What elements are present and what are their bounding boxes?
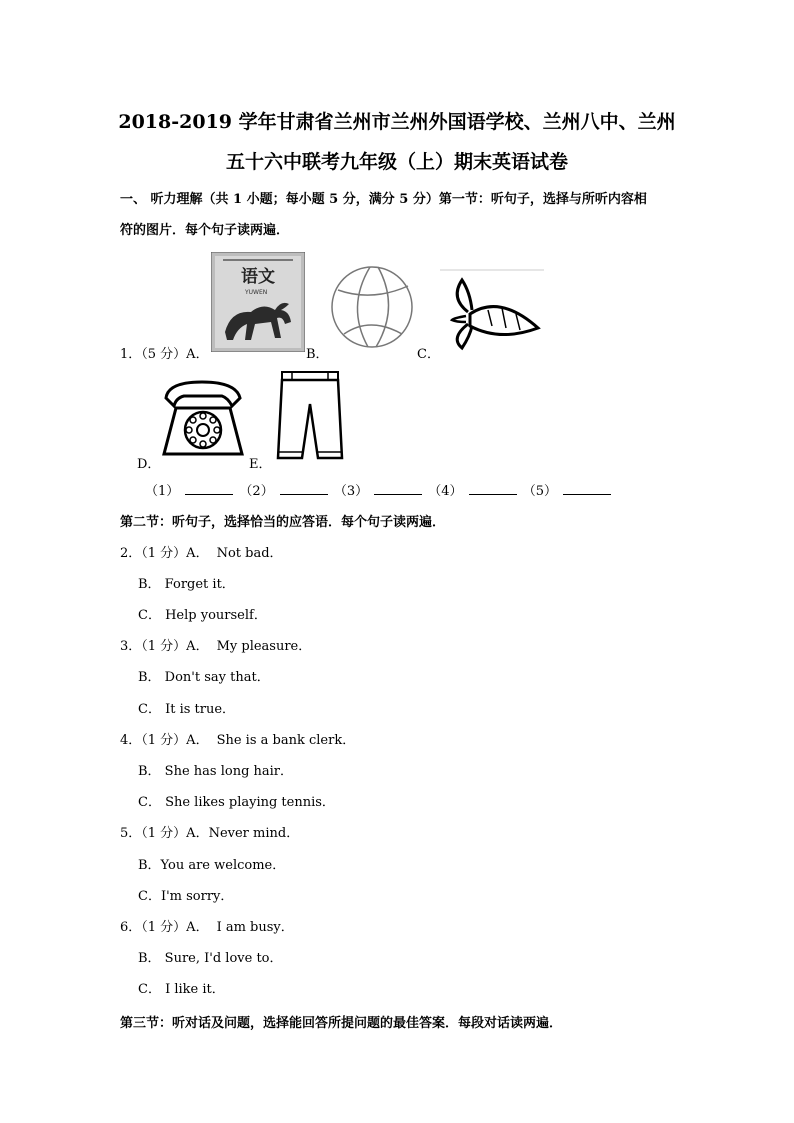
q6-option-c: C． I like it． xyxy=(138,982,225,997)
q2-option-a: Not bad． xyxy=(216,546,283,561)
q3-option-b: B． Don't say that． xyxy=(138,670,270,685)
q1-option-c-label: C． xyxy=(417,347,440,362)
q5-option-c: C．I'm sorry． xyxy=(138,889,234,904)
book-sub-text: YUWEN xyxy=(245,289,268,296)
q4-option-a: She is a bank clerk． xyxy=(216,733,356,748)
answer-blank-3[interactable] xyxy=(374,482,422,495)
blank-label-5: （5） xyxy=(522,484,557,499)
q3-option-a: My pleasure． xyxy=(216,639,312,654)
q1-option-b-label: B． xyxy=(306,347,329,362)
trousers-image xyxy=(272,370,347,465)
basketball-image xyxy=(330,262,415,352)
q1-option-e-label: E． xyxy=(249,457,272,472)
book-title-text: 语文 xyxy=(241,267,275,287)
q4-prefix: 4．（1 分）A． xyxy=(120,733,209,748)
section2-heading: 第二节：听句子，选择恰当的应答语．每个句子读两遍． xyxy=(120,515,446,530)
blank-label-2: （2） xyxy=(239,484,274,499)
answer-blank-1[interactable] xyxy=(185,482,233,495)
q6-prefix: 6．（1 分）A． xyxy=(120,920,209,935)
q4-option-b: B． She has long hair． xyxy=(138,764,294,779)
answer-blank-2[interactable] xyxy=(280,482,328,495)
section1-heading-line-1: 一、 听力理解（共 1 小题；每小题 5 分，满分 5 分）第一节：听句子，选择与所听内容相 xyxy=(120,192,647,207)
q2-option-c: C． Help yourself． xyxy=(138,608,267,623)
blank-label-3: （3） xyxy=(333,484,369,499)
q2-prefix: 2．（1 分）A． xyxy=(120,546,209,561)
q4-line-a xyxy=(120,729,355,748)
q6-option-b: B． Sure, I'd love to． xyxy=(138,951,283,966)
q3-option-c: C． It is true． xyxy=(138,702,236,717)
blank-label-1: （1） xyxy=(145,484,180,499)
carrot-image xyxy=(440,268,544,352)
section1-heading-line-2: 符的图片．每个句子读两遍． xyxy=(120,223,290,238)
q6-option-a: I am busy． xyxy=(216,920,294,935)
q1-option-d-label: D． xyxy=(137,457,161,472)
q6-line-a xyxy=(120,916,294,935)
blank-label-4: （4） xyxy=(428,484,463,499)
q1-prefix: 1．（5 分）A． xyxy=(120,347,209,362)
q2-line-a xyxy=(120,542,283,561)
q5-option-a: Never mind． xyxy=(208,826,300,841)
q4-option-c: C． She likes playing tennis． xyxy=(138,795,335,810)
section3-heading: 第三节：听对话及问题，选择能回答所提问题的最佳答案．每段对话读两遍． xyxy=(120,1016,563,1031)
q5-prefix: 5．（1 分）A． xyxy=(120,826,209,841)
page-title-line-2: 五十六中联考九年级（上）期末英语试卷 xyxy=(225,151,568,173)
q2-option-b: B． Forget it． xyxy=(138,577,235,592)
q1-answer-blanks xyxy=(145,480,613,499)
q5-option-b: B．You are welcome． xyxy=(138,858,286,873)
telephone-image xyxy=(158,376,248,460)
q3-line-a xyxy=(120,635,311,654)
page-title-line-1: 2018-2019 学年甘肃省兰州市兰州外国语学校、兰州八中、兰州 xyxy=(118,111,676,133)
book-cover-image xyxy=(211,252,305,352)
answer-blank-4[interactable] xyxy=(469,482,517,495)
answer-blank-5[interactable] xyxy=(563,482,611,495)
q3-prefix: 3．（1 分）A． xyxy=(120,639,209,654)
q5-line-a xyxy=(120,822,299,841)
